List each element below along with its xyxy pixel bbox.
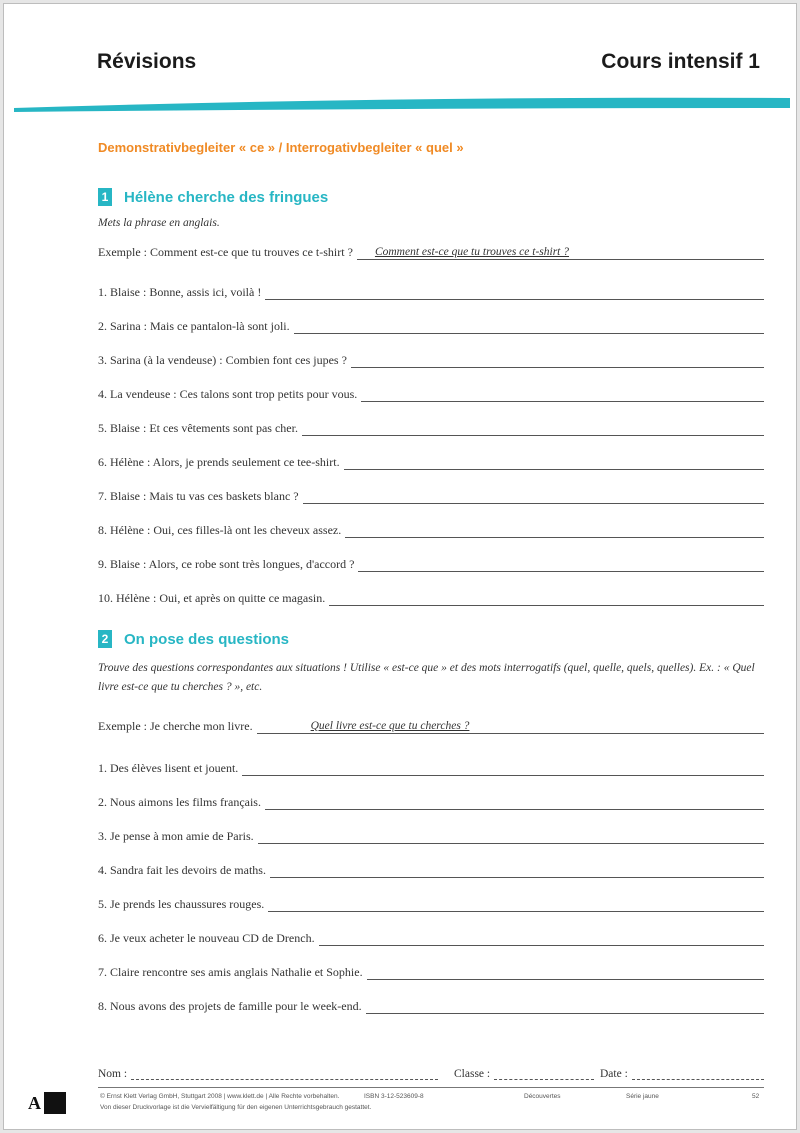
example-text: Exemple : Comment est-ce que tu trouves ce t-shirt ? [98, 245, 353, 259]
exercise-item-row [98, 858, 764, 878]
answer-line[interactable] [351, 353, 764, 368]
exercise-item-row [98, 586, 764, 606]
example-answer: Comment est-ce que tu trouves ce t-shirt ? [374, 246, 570, 258]
exercise-2-example [98, 714, 764, 734]
header-title-right: Cours intensif 1 [601, 50, 760, 73]
answer-line[interactable] [344, 455, 764, 470]
example-answer: Quel livre est-ce que tu cherches ? [310, 720, 470, 732]
exercise-item-row [98, 484, 764, 504]
exercise-2-instruction: Trouve des questions correspondantes aux situations ! Utilise « est-ce que » et des mots interrogatifs (quel, quelle, quels, quelles). Ex. : « Quel livre est-ce que tu cherches ? », etc. [98, 662, 755, 693]
exercise-item-text: 3. Sarina (à la vendeuse) : Combien font ces jupes ? [98, 353, 347, 367]
exercise-item-text: 10. Hélène : Oui, et après on quitte ce magasin. [98, 591, 326, 605]
exercise-item-text: 4. Sandra fait les devoirs de maths. [98, 863, 266, 877]
header-title-left: Révisions [97, 50, 197, 73]
answer-line[interactable] [345, 523, 764, 538]
exercise-2-number: 2 [98, 630, 112, 648]
exercise-item-row [98, 416, 764, 436]
exercise-item-text: 2. Nous aimons les films français. [98, 795, 261, 809]
exercise-item-text: 9. Blaise : Alors, ce robe sont très longues, d'accord ? [98, 557, 355, 571]
series-name: Découvertes [524, 1093, 561, 1100]
exercise-item-text: 6. Hélène : Alors, je prends seulement ce tee-shirt. [98, 455, 340, 469]
exercise-item-row [98, 790, 764, 810]
exercise-item-text: 1. Blaise : Bonne, assis ici, voilà ! [98, 285, 262, 299]
exercise-item-text: 7. Claire rencontre ses amis anglais Nathalie et Sophie. [98, 965, 363, 979]
exercise-item-row [98, 382, 764, 402]
example-answer-line [257, 719, 764, 734]
answer-line[interactable] [358, 557, 764, 572]
exercise-1-number: 1 [98, 188, 112, 206]
publisher-logo [28, 1090, 72, 1116]
name-field[interactable] [131, 1067, 438, 1080]
exercise-item-text: 8. Nous avons des projets de famille pour le week-end. [98, 999, 362, 1013]
isbn-code: ISBN 3-12-523609-8 [364, 1093, 424, 1100]
answer-line[interactable] [302, 421, 764, 436]
exercise-item-text: 8. Hélène : Oui, ces filles-là ont les cheveux assez. [98, 523, 342, 537]
exercise-item-row [98, 314, 764, 334]
answer-line[interactable] [366, 999, 764, 1014]
example-answer-line [357, 245, 764, 260]
exercise-item-row [98, 552, 764, 572]
exercise-item-text: 4. La vendeuse : Ces talons sont trop petits pour vous. [98, 387, 358, 401]
exercise-2-title: On pose des questions [124, 630, 290, 648]
exercise-item-row [98, 450, 764, 470]
answer-line[interactable] [294, 319, 764, 334]
exercise-item-text: 2. Sarina : Mais ce pantalon-là sont joli. [98, 319, 290, 333]
answer-line[interactable] [270, 863, 764, 878]
answer-line[interactable] [367, 965, 764, 980]
answer-line[interactable] [303, 489, 764, 504]
header-stripe [4, 4, 798, 124]
exercise-item-text: 6. Je veux acheter le nouveau CD de Drench. [98, 931, 315, 945]
class-label: Classe : [454, 1068, 491, 1080]
answer-line[interactable] [361, 387, 764, 402]
date-field[interactable] [632, 1067, 764, 1080]
exercise-item-text: 7. Blaise : Mais tu vas ces baskets blanc ? [98, 489, 299, 503]
section-subtitle: Demonstrativbegleiter « ce » / Interrogativbegleiter « quel » [98, 140, 464, 155]
exercise-item-row [98, 892, 764, 912]
answer-line[interactable] [329, 591, 764, 606]
answer-line[interactable] [319, 931, 764, 946]
exercise-item-row [98, 994, 764, 1014]
copyright-line-2: Von dieser Druckvorlage ist die Vervielfältigung für den eigenen Unterrichtsgebrauch gestattet. [100, 1104, 372, 1111]
exercise-item-row [98, 926, 764, 946]
series-edition: Série jaune [626, 1093, 659, 1100]
example-text: Exemple : Je cherche mon livre. [98, 719, 253, 733]
exercise-item-row [98, 756, 764, 776]
answer-line[interactable] [258, 829, 764, 844]
exercise-2-heading [98, 630, 289, 648]
publisher-logo-letter: A [28, 1092, 41, 1113]
exercise-1-instruction: Mets la phrase en anglais. [98, 217, 220, 229]
exercise-item-text: 5. Blaise : Et ces vêtements sont pas cher. [98, 421, 298, 435]
exercise-1-title: Hélène cherche des fringues [124, 188, 329, 206]
exercise-item-row [98, 518, 764, 538]
student-info-fields [98, 1062, 764, 1082]
answer-line[interactable] [265, 795, 764, 810]
exercise-item-text: 1. Des élèves lisent et jouent. [98, 761, 239, 775]
exercise-item-row [98, 960, 764, 980]
name-label: Nom : [98, 1068, 128, 1080]
publisher-logo-block [44, 1092, 66, 1114]
footer-divider [98, 1087, 764, 1088]
answer-line[interactable] [268, 897, 764, 912]
exercise-item-text: 5. Je prends les chaussures rouges. [98, 897, 265, 911]
answer-line[interactable] [242, 761, 764, 776]
copyright-line: © Ernst Klett Verlag GmbH, Stuttgart 2008 | www.klett.de | Alle Rechte vorbehalten. [100, 1093, 340, 1100]
page-number: 52 [752, 1093, 760, 1100]
worksheet-page [3, 3, 797, 1130]
class-field[interactable] [494, 1067, 594, 1080]
answer-line[interactable] [265, 285, 764, 300]
date-label: Date : [600, 1068, 628, 1080]
exercise-item-row [98, 280, 764, 300]
exercise-1-example [98, 240, 764, 260]
exercise-item-row [98, 824, 764, 844]
exercise-1-heading [98, 188, 328, 206]
exercise-item-text: 3. Je pense à mon amie de Paris. [98, 829, 254, 843]
exercise-item-row [98, 348, 764, 368]
